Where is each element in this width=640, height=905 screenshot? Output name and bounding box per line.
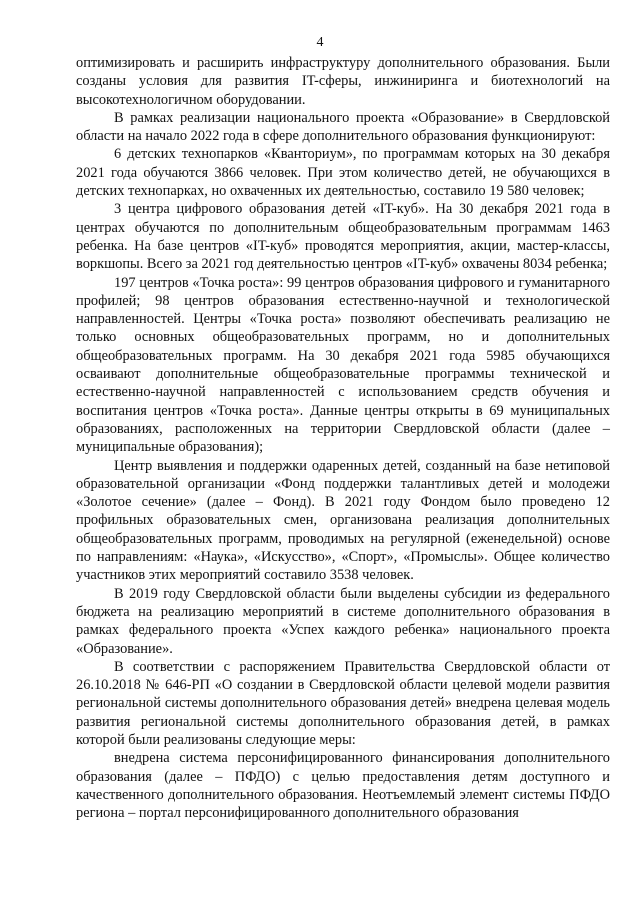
paragraph-kvantorium: 6 детских технопарков «Кванториум», по программам которых на 30 декабря 2021 года обучаются 3866 человек. При этом количество детей, не обучающихся в детских технопарках, но охваченных их деятельностью, составило 19 580 человек; [76, 146, 610, 200]
paragraph-tochka-rosta: 197 центров «Точка роста»: 99 центров образования цифрового и гуманитарного профилей; 98 центров образования естественно-научной и технологической направленностей. Центры «Точка роста» позволяют обеспечивать реализацию не только основных общеобразовательных программ, но и дополнительных общеобразовательных программ. На 30 декабря 2021 года 5985 обучающихся осваивают дополнительные общеобразовательные программы технической и естественно-научной направленностей с использованием средств обучения и воспитания центров «Точка роста». Данные центры открыты в 69 муниципальных образованиях, расположенных на территории Свердловской области (далее – муниципальные образования); [76, 274, 610, 456]
page-number: 4 [316, 35, 324, 50]
paragraph-it-cube: 3 центра цифрового образования детей «IT-куб». На 30 декабря 2021 года в центрах обучаются по дополнительным общеобразовательным программам 1463 ребенка. На базе центров «IT-куб» проводятся мероприятия, акции, мастер-классы, воркшопы. Всего за 2021 год деятельностью центров «IT-куб» охвачены 8034 ребенка; [76, 201, 610, 273]
document-body [76, 54, 610, 822]
paragraph-pfdo: внедрена система персонифицированного финансирования дополнительного образования (далее – ПФДО) с целью предоставления детям доступного и качественного дополнительного образования. Неотъемлемый элемент системы ПФДО региона – портал персонифицированного дополнительного образования [76, 750, 610, 822]
paragraph-infrastructure-continuation: оптимизировать и расширить инфраструктуру дополнительного образования. Были созданы условия для развития IT-сферы, инжиниринга и биотехнологий на высокотехнологичном оборудовании. [76, 55, 610, 108]
paragraph-target-model: В соответствии с распоряжением Правительства Свердловской области от 26.10.2018 № 646-РП «О создании в Свердловской области целевой модели развития региональной системы дополнительного образования детей» внедрена целевая модель развития региональной системы дополнительного образования детей, в рамках которой были реализованы следующие меры: [76, 658, 610, 748]
paragraph-federal-subsidies: В 2019 году Свердловской области были выделены субсидии из федерального бюджета на реализацию мероприятий в системе дополнительного образования в рамках федерального проекта «Успех каждого ребенка» национального проекта «Образование». [76, 585, 610, 657]
paragraph-gifted-children-center: Центр выявления и поддержки одаренных детей, созданный на базе нетиповой образовательной организации «Фонд поддержки талантливых детей и молодежи «Золотое сечение» (далее – Фонд). В 2021 году Фондом было проведено 12 профильных образовательных смен, организована реализация дополнительных общеобразовательных программ, проводимых на регулярной (еженедельной) основе по направлениям: «Наука», «Искусство», «Спорт», «Промыслы». Общее количество участников этих мероприятий составило 3538 человек. [76, 457, 610, 584]
paragraph-national-project-intro: В рамках реализации национального проекта «Образование» в Свердловской области на начало 2022 года в сфере дополнительного образования функционируют: [76, 109, 610, 145]
